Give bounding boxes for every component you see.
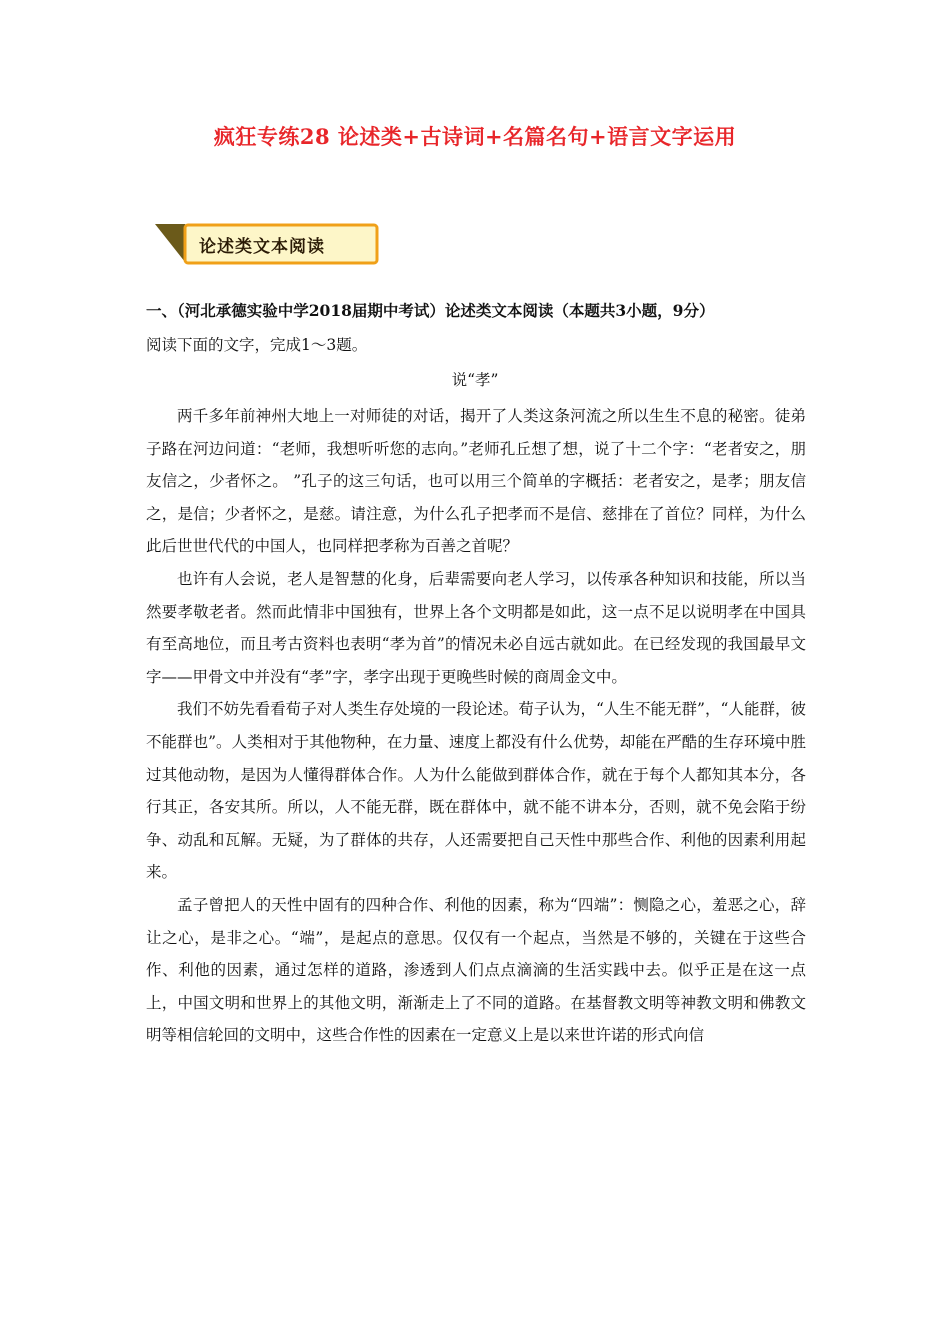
paragraph: 孟子曾把人的天性中固有的四种合作、利他的因素，称为“四端”：恻隐之心，羞恶之心，辞让之心，是非之心。“端”，是起点的意思。仅仅有一个起点，当然是不够的，关键在于这些合作、利他的因素，通过怎样的道路，渗透到人们点点滴滴的生活实践中去。似乎正是在这一点上，中国文明和世界上的其他文明，渐渐走上了不同的道路。在基督教文明等神教文明和佛教文明等相信轮回的文明中，这些合作性的因素在一定意义上是以来世许诺的形式向信 xyxy=(146,895,806,1045)
document-title: 疯狂专练28 论述类+古诗词+名篇名句+语言文字运用 xyxy=(213,124,737,149)
paragraph: 两千多年前神州大地上一对师徒的对话，揭开了人类这条河流之所以生生不息的秘密。徒弟子路在河边问道：“老师，我想听听您的志向。”老师孔丘想了想，说了十二个字：“老者安之，朋友信之，少者怀之。 ”孔子的这三句话，也可以用三个简单的字概括：老者安之，是孝；朋友信之，是信；少者怀之，是慈。请注意，为什么孔子把孝而不是信、慈排在了首位？同样，为什么此后世世代代的中国人，也同样把孝称为百善之首呢？ xyxy=(146,407,806,556)
instruction-text: 阅读下面的文字，完成1～3题。 xyxy=(146,336,368,354)
paragraph: 也许有人会说，老人是智慧的化身，后辈需要向老人学习，以传承各种知识和技能，所以当然要孝敬老者。然而此情非中国独有，世界上各个文明都是如此，这一点不足以说明孝在中国具有至高地位，而且考古资料也表明“孝为首”的情况未必自远古就如此。在已经发现的我国最早文字——甲骨文中并没有“孝”字，孝字出现于更晚些时候的商周金文中。 xyxy=(146,569,806,686)
article-body xyxy=(146,400,806,1052)
article-title: 说“孝” xyxy=(451,371,499,389)
paragraph: 我们不妨先看看荀子对人类生存处境的一段论述。荀子认为，“人生不能无群”，“人能群，彼不能群也”。人类相对于其他物种，在力量、速度上都没有什么优势，却能在严酷的生存环境中胜过其他动物，是因为人懂得群体合作。人为什么能做到群体合作，就在于每个人都知其本分，各行其正，各安其所。所以，人不能无群，既在群体中，就不能不讲本分，否则，就不免会陷于纷争、动乱和瓦解。无疑，为了群体的共存，人还需要把自己天性中那些合作、利他的因素利用起来。 xyxy=(146,700,806,882)
section-banner xyxy=(155,222,380,266)
question-heading: 一、（河北承德实验中学2018届期中考试）论述类文本阅读（本题共3小题，9分） xyxy=(146,301,715,320)
section-banner-label: 论述类文本阅读 xyxy=(199,237,325,257)
